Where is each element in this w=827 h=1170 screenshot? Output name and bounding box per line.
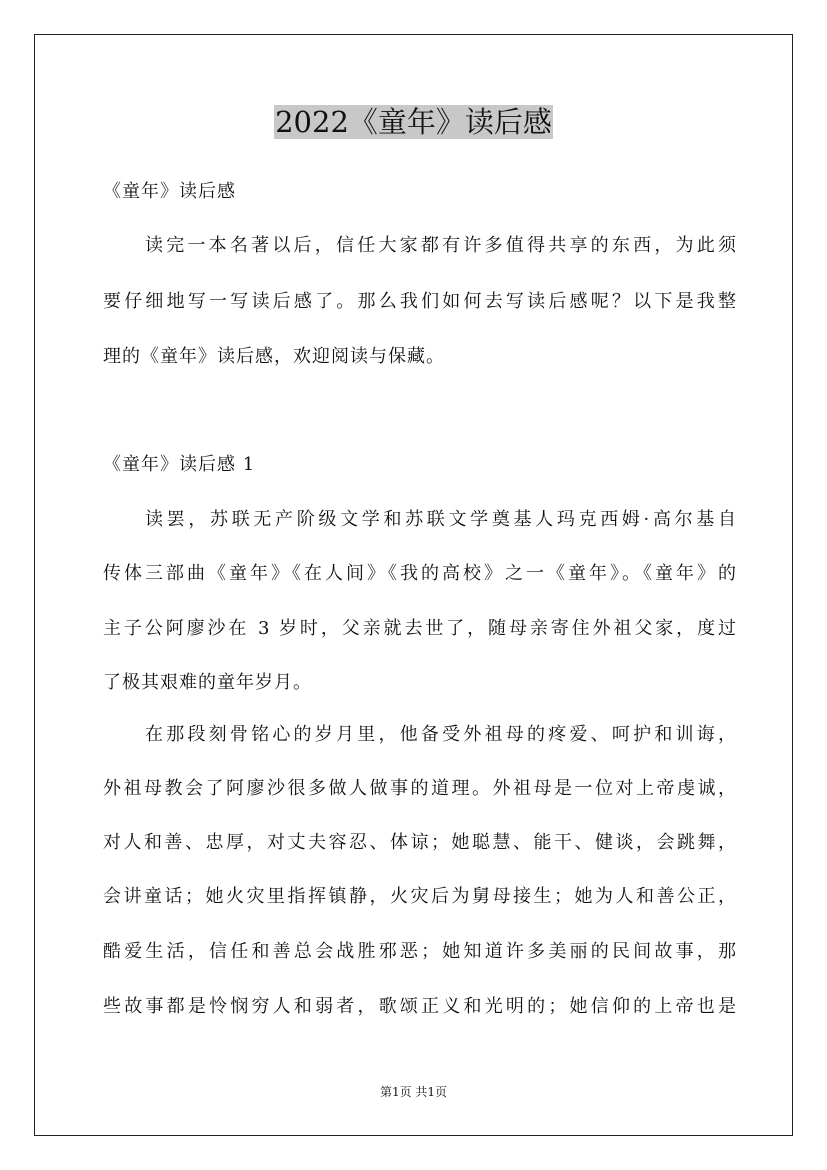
paragraph-line: 读罢，苏联无产阶级文学和苏联文学奠基人玛克西姆·高尔基自: [145, 509, 737, 530]
intro-line: 理的《童年》读后感，欢迎阅读与保藏。: [103, 346, 445, 367]
paragraph-line: 对人和善、忠厚，对丈夫容忍、体谅；她聪慧、能干、健谈，会跳舞，: [103, 832, 737, 853]
paragraph-line: 传体三部曲《童年》《在人间》《我的高校》之一《童年》。《童年》的: [103, 563, 737, 584]
paragraph-line: 会讲童话；她火灾里指挥镇静，火灾后为舅母接生；她为人和善公正，: [103, 886, 737, 907]
section-heading: 《童年》读后感 1: [103, 454, 256, 475]
intro-line: 读完一本名著以后，信任大家都有许多值得共享的东西，为此须: [145, 235, 737, 256]
page-footer: 第1页 共1页: [379, 1085, 448, 1099]
paragraph-line: 在那段刻骨铭心的岁月里，他备受外祖母的疼爱、呵护和训诲，: [145, 724, 737, 745]
intro-line: 要仔细地写一写读后感了。那么我们如何去写读后感呢？以下是我整: [103, 291, 737, 312]
paragraph-line: 酷爱生活，信任和善总会战胜邪恶；她知道许多美丽的民间故事，那: [103, 941, 737, 962]
document-title: 2022《童年》读后感: [275, 105, 552, 139]
paragraph-line: 了极其艰难的童年岁月。: [103, 672, 312, 693]
document-subtitle: 《童年》读后感: [103, 181, 236, 202]
paragraph-line: 些故事都是怜悯穷人和弱者，歌颂正义和光明的；她信仰的上帝也是: [103, 996, 737, 1017]
paragraph-line: 主子公阿廖沙在 3 岁时，父亲就去世了，随母亲寄住外祖父家，度过: [103, 618, 737, 639]
paragraph-line: 外祖母教会了阿廖沙很多做人做事的道理。外祖母是一位对上帝虔诚，: [103, 778, 737, 799]
